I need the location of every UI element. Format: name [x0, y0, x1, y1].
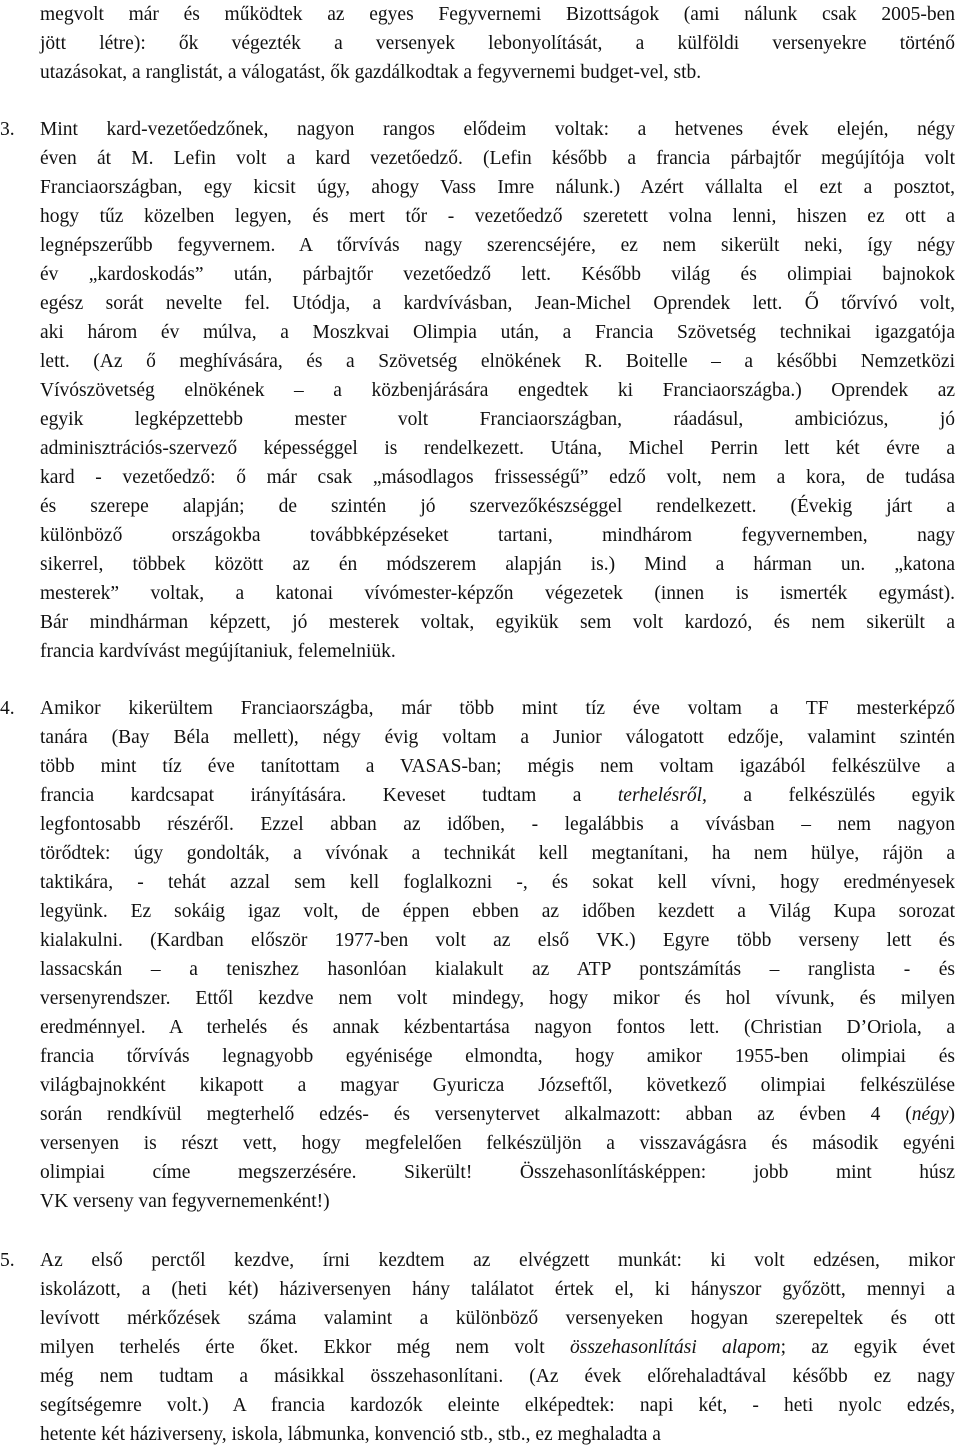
text-line: Mint kard-vezetőedzőnek, nagyon rangos elődeim voltak: a hetvenes évek elején, négy	[40, 119, 955, 140]
text-line: egyik legképzettebb mester volt Franciaországban, ráadásul, ambiciózus, jó	[40, 409, 955, 430]
text-line: legfontosabb részéről. Ezzel abban az időben, - legalábbis a vívásban – nem nagyon	[40, 814, 955, 835]
text-line: Bár mindhárman képzett, jó mesterek voltak, egyikük sem volt kardozó, és nem sikerült a	[40, 612, 955, 633]
text-line: taktikára, - tehát azzal sem kell foglalkozni -, és sokat kell vívni, hogy eredményesek	[40, 872, 955, 893]
text-line: VK verseny van fegyvernemenként!)	[40, 1191, 330, 1212]
text-line: adminisztrációs-szervező képességgel is rendelkezett. Utána, Michel Perrin lett két évre a	[40, 438, 955, 459]
text-line: során rendkívül megterhelő edzés- és versenytervet alkalmazott: abban az évben 4 (négy)	[40, 1104, 955, 1125]
section-number: 3.	[0, 119, 15, 140]
text-line: lassacskán – a teniszhez hasonlóan kialakult az ATP pontszámítás – ranglista - és	[40, 959, 955, 980]
text-line: lett. (Az ő meghívására, és a Szövetség elnökének R. Boitelle – a későbbi Nemzetközi	[40, 351, 955, 372]
text-line: francia kardvívást megújítaniuk, felemelniük.	[40, 641, 396, 662]
text-line: milyen terhelés érte őket. Ekkor még nem volt összehasonlítási alapom; az egyik évet	[40, 1337, 955, 1358]
text-line: legyünk. Ez sokáig igaz volt, de éppen ebben az időben kezdett a Világ Kupa sorozat	[40, 901, 955, 922]
intro-paragraph	[40, 0, 955, 87]
text-line: iskolázott, a (heti két) háziversenyen hány találatot értek el, ki hányszor győzött, mennyi a	[40, 1279, 955, 1300]
text-line: világbajnokként kikapott a magyar Gyuricza Józseftől, következő olimpiai felkészülése	[40, 1075, 955, 1096]
section-3-paragraph	[40, 115, 955, 666]
text-line: versenyrendszer. Ettől kezdve nem volt mindegy, hogy mikor és hol vívunk, és milyen	[40, 988, 955, 1009]
text-line: egész sorát nevelte fel. Utódja, a kardvívásban, Jean-Michel Oprendek lett. Ő tőrvívó volt,	[40, 293, 955, 314]
section-number: 4.	[0, 698, 15, 719]
text-line: eredménnyel. A terhelés és annak kézbentartása nagyon fontos lett. (Christian D’Oriola, a	[40, 1017, 955, 1038]
text-line: hogy tűz közelben legyen, és mert tőr - vezetőedző szeretett volna lenni, hiszen ez ott a	[40, 206, 955, 227]
text-line: még nem tudtam a másikkal összehasonlítani. (Az évek előrehaladtával később ez nagy	[40, 1366, 955, 1387]
text-line: megvolt már és működtek az egyes Fegyvernemi Bizottságok (ami nálunk csak 2005-ben	[40, 4, 955, 25]
text-line: Amikor kikerültem Franciaországba, már több mint tíz éve voltam a TF mesterképző	[40, 698, 955, 719]
text-line: tanára (Bay Béla mellett), négy évig voltam a Junior válogatott edzője, valamint szintén	[40, 727, 955, 748]
section-4-paragraph	[40, 694, 955, 1216]
text-line: utazásokat, a ranglistát, a válogatást, ők gazdálkodtak a fegyvernemi budget-vel, stb.	[40, 62, 702, 83]
text-line: levívott mérkőzések száma valamint a különböző versenyeken hogyan szerepeltek és ott	[40, 1308, 955, 1329]
text-line: Vívószövetség elnökének – a közbenjárására engedtek ki Franciaországba.) Oprendek az	[40, 380, 955, 401]
text-line: év „kardoskodás” után, párbajtőr vezetőedző lett. Később világ és olimpiai bajnokok	[40, 264, 955, 285]
text-line: több mint tíz éve tanítottam a VASAS-ban; mégis nem voltam igazából felkészülve a	[40, 756, 955, 777]
text-line: segítségemre volt.) A francia kardozók eleinte elképedtek: napi két, - heti nyolc edzés,	[40, 1395, 955, 1416]
text-line: olimpiai címe megszerzésére. Sikerült! Összehasonlításképpen: jobb mint húsz	[40, 1162, 955, 1183]
text-line: mesterek” voltak, a katonai vívómester-képzőn végezetek (innen is ismerték egymást).	[40, 583, 955, 604]
section-number: 5.	[0, 1250, 15, 1271]
text-line: törődtek: úgy gondolták, a vívónak a technikát kell megtanítani, ha nem hülye, rájön a	[40, 843, 955, 864]
text-line: jött létre): ők végezték a versenyek lebonyolítását, a külföldi versenyekre történő	[40, 33, 955, 54]
text-line: versenyen is részt vett, hogy megfelelően felkészüljön a visszavágásra és második egyéni	[40, 1133, 955, 1154]
text-line: Franciaországban, egy kicsit úgy, ahogy Vass Imre nálunk.) Azért vállalta el ezt a posztot,	[40, 177, 955, 198]
text-line: éven át M. Lefin volt a kard vezetőedző. (Lefin később a francia párbajtőr megújítója volt	[40, 148, 955, 169]
text-line: Az első perctől kezdve, írni kezdtem az elvégzett munkát: ki volt edzésen, mikor	[40, 1250, 955, 1271]
section-5-paragraph	[40, 1246, 955, 1449]
text-line: francia kardcsapat irányítására. Keveset tudtam a terhelésről, a felkészülés egyik	[40, 785, 955, 806]
text-line: és szerepe alapján; de szintén jó szervezőkészséggel rendelkezett. (Évekig járt a	[40, 496, 955, 517]
text-line: francia tőrvívás legnagyobb egyénisége elmondta, hogy amikor 1955-ben olimpiai és	[40, 1046, 955, 1067]
text-line: kard - vezetőedző: ő már csak „másodlagos frissességű” edző volt, nem a kora, de tudása	[40, 467, 955, 488]
text-line: hetente két háziverseny, iskola, lábmunka, konvenció stb., stb., ez meghaladta a	[40, 1424, 661, 1445]
text-line: kialakulni. (Kardban először 1977-ben volt az első VK.) Egyre több verseny lett és	[40, 930, 955, 951]
text-line: legnépszerűbb fegyvernem. A tőrvívás nagy szerencséjére, ez nem sikerült neki, így négy	[40, 235, 955, 256]
text-line: különböző országokba továbbképzéseket tartani, mindhárom fegyvernemben, nagy	[40, 525, 955, 546]
text-line: aki három év múlva, a Moszkvai Olimpia után, a Francia Szövetség technikai igazgatója	[40, 322, 955, 343]
text-line: sikerrel, többek között az én módszerem alapján is.) Mind a hárman un. „katona	[40, 554, 955, 575]
